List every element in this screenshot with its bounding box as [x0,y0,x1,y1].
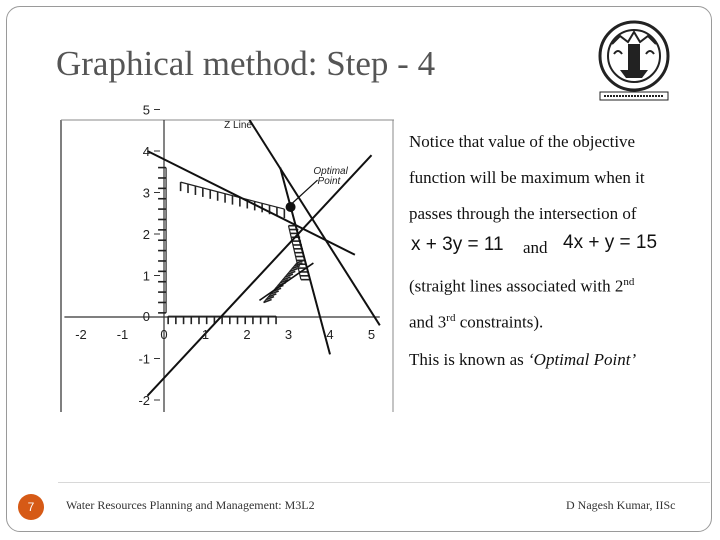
footer-author: D Nagesh Kumar, IISc [566,498,676,512]
equation-2: 4x + y = 15 [563,232,658,253]
x-tick-label: -2 [75,327,87,342]
equation-connector: and [523,238,548,257]
x-tick-label: 2 [243,327,251,342]
optimal-point-marker [286,202,296,212]
page-number-badge: 7 [18,494,44,520]
explanation-line-1: Notice that value of the objective [409,132,636,151]
slide-title: Graphical method: Step - 4 [56,44,436,83]
footer-course: Water Resources Planning and Management: M3L2 [66,498,315,512]
line5-superscript: nd [623,276,635,288]
y-tick-label: -2 [138,393,150,408]
optimal-label-line-2: Point [317,176,341,188]
y-tick-label: 1 [142,268,150,284]
explanation-line-3: passes through the intersection of [409,204,637,223]
explanation-line-6 [409,312,543,333]
x-tick-label: 0 [160,327,168,342]
line6-text: and 3 [409,312,447,332]
y-tick-label: 3 [142,185,150,201]
y-tick-label: 4 [142,144,150,159]
y-tick-label: 5 [142,102,150,118]
y-tick-label: -1 [138,351,150,367]
y-tick-label: 0 [142,309,150,324]
x-tick-label: 1 [201,327,210,342]
equation-1: x + 3y = 11 [411,234,504,255]
x-tick-label: 4 [326,327,334,342]
x-tick-label: 3 [284,327,293,342]
institute-logo [582,14,686,106]
explanation-line-2: function will be maximum when it [409,168,645,187]
hatch-x-axis-constraint [168,316,276,324]
feasible-region-plot [60,102,394,412]
line5-text: (straight lines associated with 2 [409,276,624,296]
x-tick-label: 5 [367,327,376,342]
optimal-label-line-1: Optimal [313,165,348,177]
line7-text: This is known as [409,350,528,369]
optimal-point-term: ‘Optimal Point’ [528,350,637,369]
explanation-line-7 [409,350,636,370]
line6-superscript: rd [446,312,456,324]
z-line-label: Z Line [224,120,252,132]
footer-rule [58,482,710,483]
y-tick-label: 2 [142,227,150,242]
line6-text-end: constraints). [455,312,544,332]
explanation-line-5 [409,276,634,297]
x-tick-label: -1 [116,327,129,342]
